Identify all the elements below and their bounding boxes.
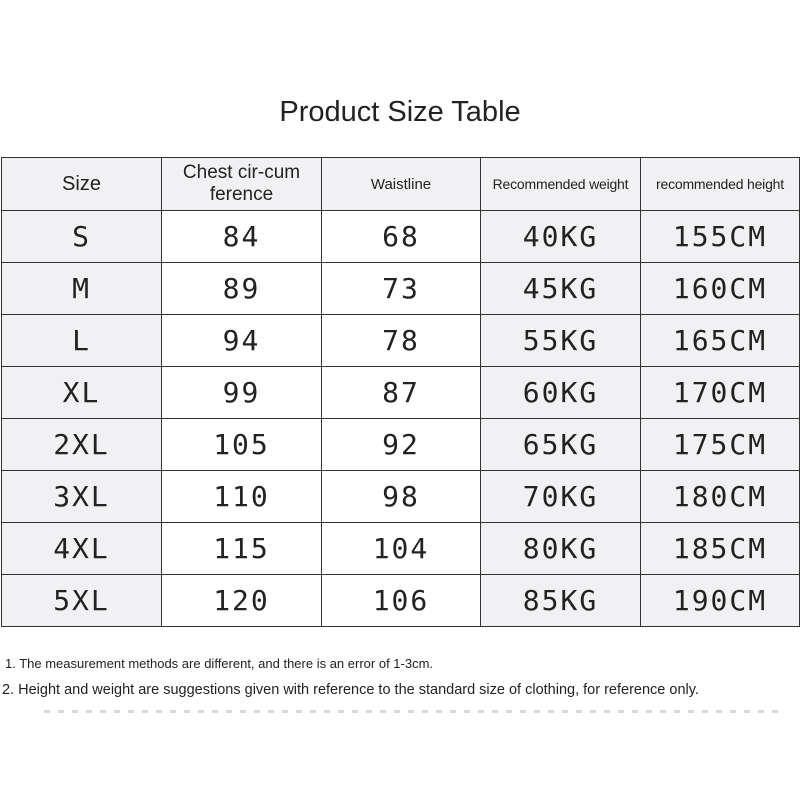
cell-waist: 104	[322, 523, 481, 575]
header-chest	[162, 158, 322, 211]
cell-weight: 70KG	[481, 471, 641, 523]
header-height: recommended height	[641, 158, 800, 211]
cell-height: 180CM	[641, 471, 800, 523]
cell-chest: 110	[162, 471, 322, 523]
cell-chest: 99	[162, 367, 322, 419]
cell-chest: 120	[162, 575, 322, 627]
cell-height: 155CM	[641, 211, 800, 263]
header-waist: Waistline	[322, 158, 481, 211]
page-title: Product Size Table	[279, 96, 521, 128]
cell-weight: 85KG	[481, 575, 641, 627]
cell-chest: 94	[162, 315, 322, 367]
header-weight: Recommended weight	[481, 158, 641, 211]
cell-waist: 106	[322, 575, 481, 627]
cell-weight: 80KG	[481, 523, 641, 575]
table-row	[2, 263, 800, 315]
table-row	[2, 523, 800, 575]
table-row	[2, 471, 800, 523]
cell-weight: 55KG	[481, 315, 641, 367]
cell-size: L	[2, 315, 162, 367]
cell-size: 5XL	[2, 575, 162, 627]
cell-weight: 40KG	[481, 211, 641, 263]
note-suggestion: 2. Height and weight are suggestions given with reference to the standard size of clothing, for reference only.	[2, 682, 699, 698]
cell-height: 175CM	[641, 419, 800, 471]
cell-waist: 78	[322, 315, 481, 367]
cell-chest: 115	[162, 523, 322, 575]
cell-size: M	[2, 263, 162, 315]
table-row	[2, 211, 800, 263]
size-table	[1, 157, 800, 627]
cell-size: S	[2, 211, 162, 263]
notes	[2, 656, 800, 698]
table-header-row	[2, 158, 800, 211]
cell-weight: 60KG	[481, 367, 641, 419]
cell-chest: 89	[162, 263, 322, 315]
table-row	[2, 315, 800, 367]
note-measurement: 1. The measurement methods are different, and there is an error of 1-3cm.	[5, 656, 434, 671]
faint-divider	[44, 710, 784, 713]
cell-height: 160CM	[641, 263, 800, 315]
cell-height: 185CM	[641, 523, 800, 575]
table-row	[2, 419, 800, 471]
cell-waist: 73	[322, 263, 481, 315]
cell-waist: 87	[322, 367, 481, 419]
cell-size: 2XL	[2, 419, 162, 471]
table-row	[2, 367, 800, 419]
header-chest-label: Chest cir-cumference	[182, 162, 301, 205]
header-size: Size	[2, 158, 162, 211]
table-row	[2, 575, 800, 627]
cell-chest: 105	[162, 419, 322, 471]
cell-size: 4XL	[2, 523, 162, 575]
cell-height: 170CM	[641, 367, 800, 419]
cell-waist: 98	[322, 471, 481, 523]
cell-size: 3XL	[2, 471, 162, 523]
cell-chest: 84	[162, 211, 322, 263]
cell-height: 190CM	[641, 575, 800, 627]
cell-waist: 92	[322, 419, 481, 471]
cell-size: XL	[2, 367, 162, 419]
cell-height: 165CM	[641, 315, 800, 367]
cell-weight: 45KG	[481, 263, 641, 315]
cell-waist: 68	[322, 211, 481, 263]
cell-weight: 65KG	[481, 419, 641, 471]
